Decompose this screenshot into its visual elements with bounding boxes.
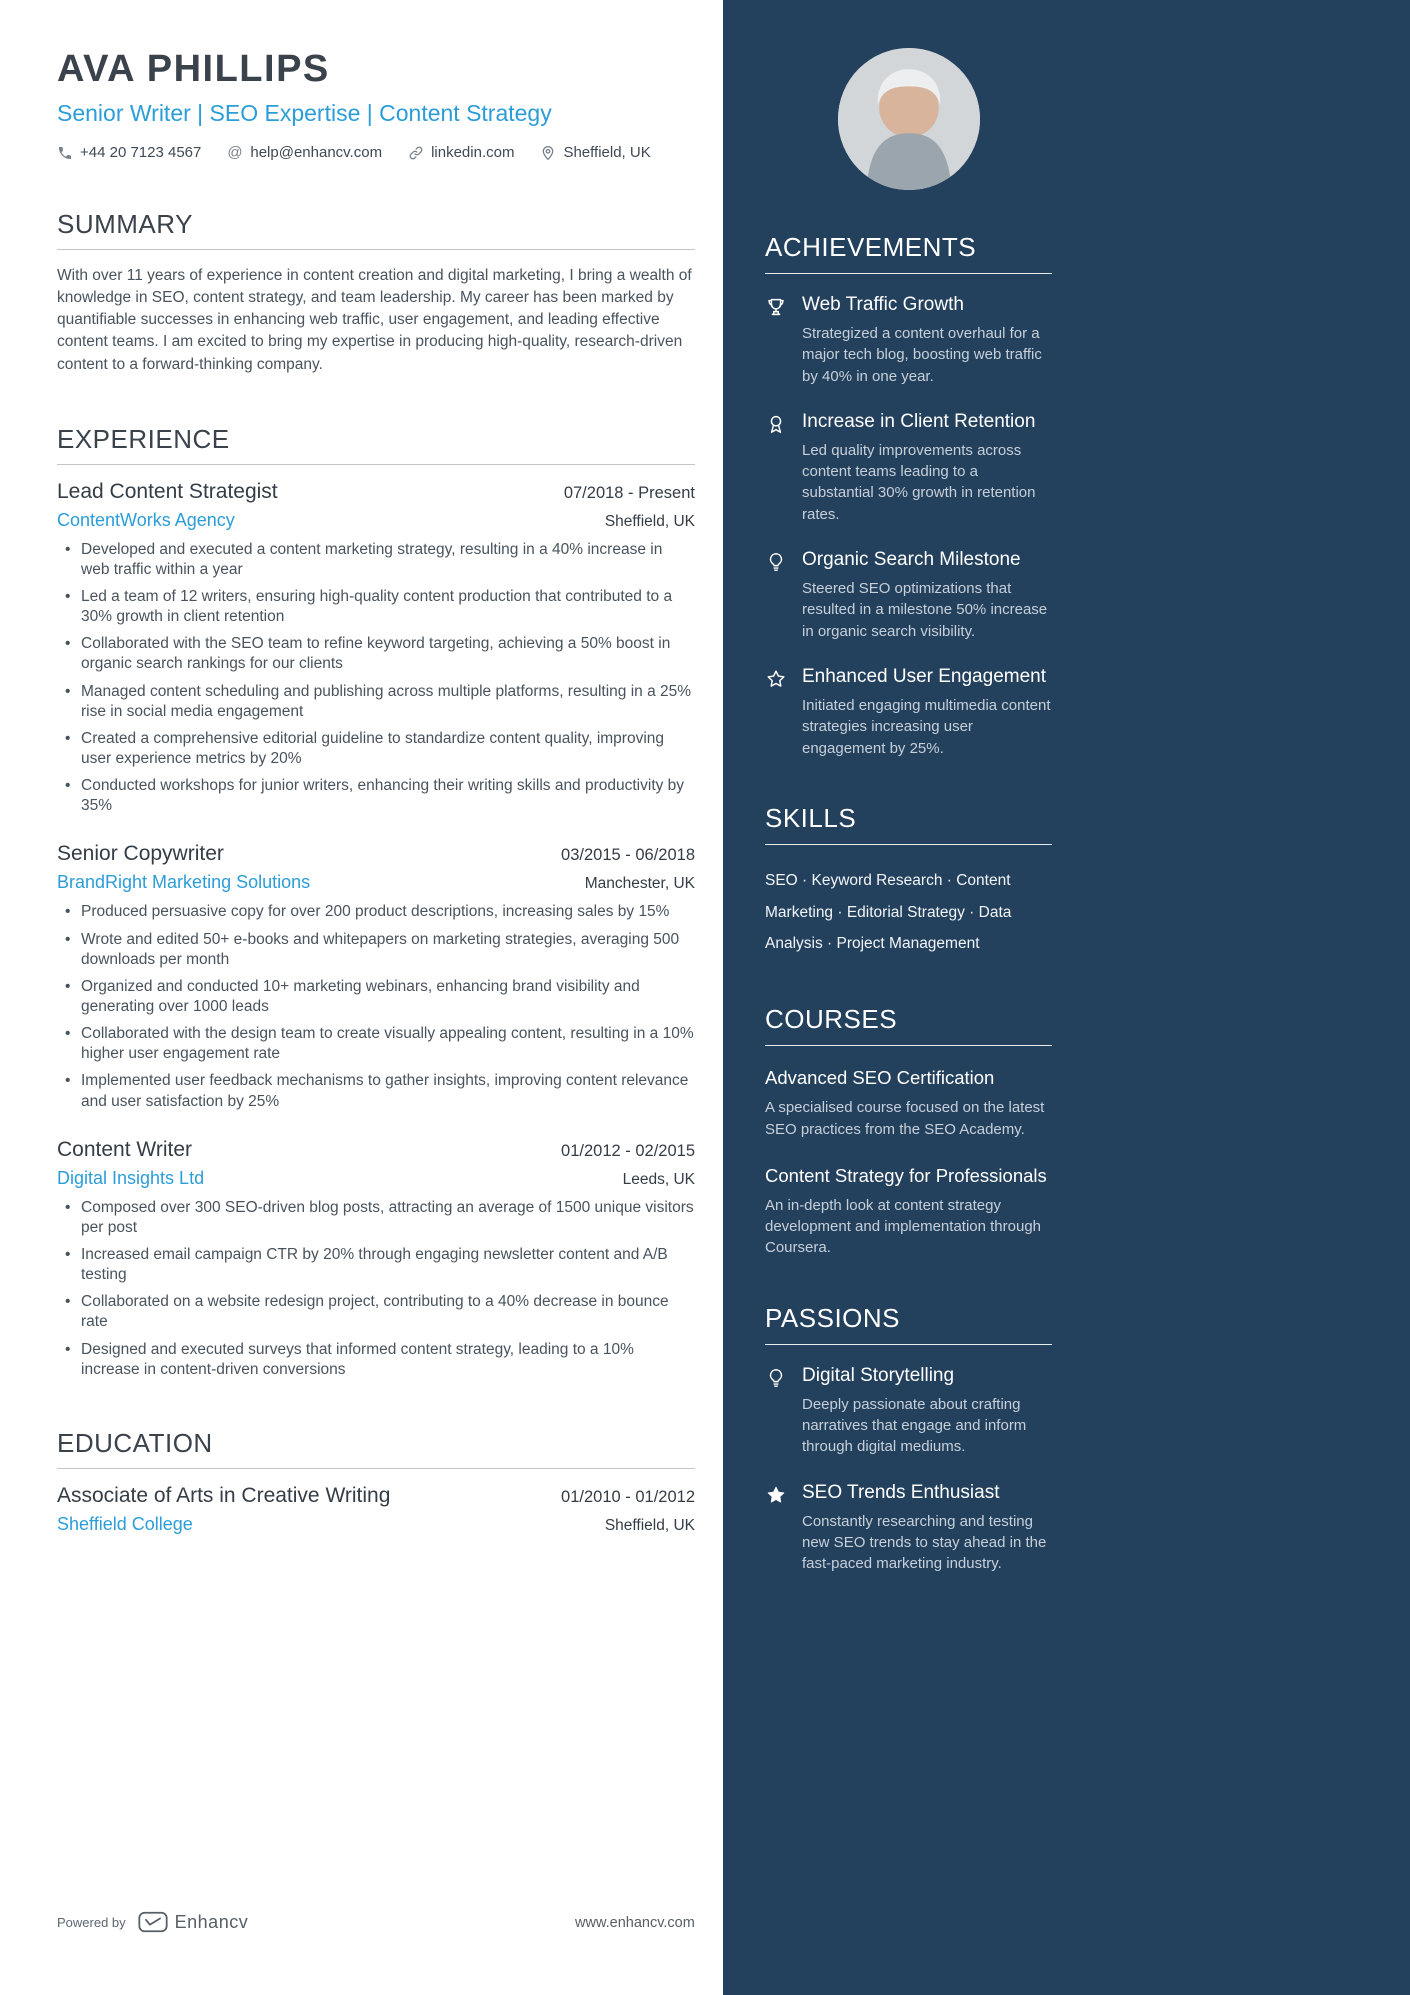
email-icon: @ (227, 143, 243, 161)
job-title: Senior Copywriter (57, 842, 224, 866)
job-location: Sheffield, UK (604, 512, 695, 530)
achievement-item (765, 666, 1052, 759)
achievement-text: Led quality improvements across content teams leading to a substantial 30% growth in retention rates. (802, 441, 1036, 523)
job-bullet: • Collaborated on a website redesign project, contributing to a 40% decrease in bounce rate (57, 1292, 695, 1332)
job-location: Leeds, UK (622, 1170, 695, 1188)
passion-item (765, 1482, 1052, 1575)
course-item (765, 1164, 1052, 1259)
job-bullet: • Collaborated with the design team to create visually appealing content, resulting in a 10% higher user engagement rate (57, 1024, 695, 1064)
job-bullet: • Composed over 300 SEO-driven blog posts, attracting an average of 1500 unique visitors per post (57, 1198, 695, 1238)
powered-by-label: Powered by (57, 1914, 126, 1930)
skills-list: SEO · Keyword Research · Content Marketing · Editorial Strategy · Data Analysis · Project Management (765, 871, 1012, 953)
job-bullet: • Collaborated with the SEO team to refine keyword targeting, achieving a 50% boost in organic search rankings for our clients (57, 634, 695, 674)
job-company: ContentWorks Agency (57, 509, 235, 530)
course-item (765, 1066, 1052, 1140)
courses-heading: COURSES (765, 1004, 1052, 1046)
link-icon (408, 145, 424, 161)
education-heading: EDUCATION (57, 1428, 695, 1469)
achievements-section (765, 232, 1052, 759)
summary-text: With over 11 years of experience in content creation and digital marketing, I bring a wealth of knowledge in SEO, content strategy, and team leadership. My career has been marked by quantifiable successes in enhancing web traffic, user engagement, and leading effective content teams. I am excited to bring my expertise in producing high-quality, research-driven content to a forward-thinking company. (57, 267, 692, 373)
lightbulb-icon (765, 551, 789, 575)
job-title: Lead Content Strategist (57, 479, 278, 503)
experience-heading: EXPERIENCE (57, 424, 695, 465)
phone-icon (57, 145, 73, 161)
achievement-text: Initiated engaging multimedia content strategies increasing user engagement by 25%. (802, 696, 1051, 757)
job-entry (57, 1138, 695, 1380)
job-dates: 03/2015 - 06/2018 (561, 846, 695, 865)
achievement-title: Web Traffic Growth (802, 294, 964, 315)
degree-title: Associate of Arts in Creative Writing (57, 1483, 391, 1507)
job-bullets (57, 902, 695, 1111)
skills-section (765, 803, 1052, 960)
experience-section (57, 424, 695, 1380)
passion-title: Digital Storytelling (802, 1364, 955, 1386)
brand-name: Enhancv (174, 1911, 249, 1932)
summary-section (57, 209, 695, 376)
achievement-item (765, 294, 1052, 387)
trophy-icon (765, 296, 789, 320)
passion-title: SEO Trends Enthusiast (802, 1481, 1000, 1503)
job-bullets (57, 1198, 695, 1380)
contact-location (540, 144, 650, 161)
contact-location-text: Sheffield, UK (563, 144, 651, 161)
star-outline-icon (765, 668, 789, 692)
job-bullet: • Organized and conducted 10+ marketing webinars, enhancing brand visibility and generating over 1000 leads (57, 977, 695, 1017)
achievements-heading: ACHIEVEMENTS (765, 232, 1052, 274)
enhancv-logo[interactable] (138, 1911, 249, 1933)
passions-heading: PASSIONS (765, 1303, 1052, 1345)
course-text: An in-depth look at content strategy development and implementation through Coursera. (765, 1196, 1042, 1257)
achievement-item (765, 549, 1052, 642)
contact-link-text[interactable]: linkedin.com (431, 144, 515, 161)
achievement-item (765, 411, 1052, 525)
job-bullet: • Conducted workshops for junior writers, enhancing their writing skills and productivity by 35% (57, 776, 695, 816)
contact-email-text[interactable]: help@enhancv.com (250, 144, 383, 161)
job-bullet: • Designed and executed surveys that informed content strategy, leading to a 10% increase in content-driven conversions (57, 1340, 695, 1380)
job-bullet: • Developed and executed a content marketing strategy, resulting in a 40% increase in web traffic within a year (57, 540, 695, 580)
achievement-text: Strategized a content overhaul for a major tech blog, boosting web traffic by 40% in one year. (802, 325, 1042, 385)
passions-section (765, 1303, 1052, 1575)
contact-row (57, 144, 695, 161)
course-text: A specialised course focused on the latest SEO practices from the SEO Academy. (765, 1099, 1045, 1138)
job-bullet: • Wrote and edited 50+ e-books and whitepapers on marketing strategies, averaging 500 downloads per month (57, 930, 695, 970)
contact-email[interactable] (227, 144, 382, 161)
achievement-title: Enhanced User Engagement (802, 665, 1046, 687)
achievement-title: Organic Search Milestone (802, 549, 1021, 571)
candidate-headline: Senior Writer | SEO Expertise | Content Strategy (57, 100, 552, 126)
star-filled-icon (765, 1484, 789, 1508)
contact-link[interactable] (408, 144, 514, 161)
job-bullet: • Created a comprehensive editorial guideline to standardize content quality, improving user experience metrics by 20% (57, 729, 695, 769)
course-title: Advanced SEO Certification (765, 1067, 995, 1089)
medal-icon (765, 413, 789, 437)
job-title: Content Writer (57, 1137, 192, 1161)
job-dates: 07/2018 - Present (563, 483, 695, 502)
education-section (57, 1428, 695, 1535)
job-location: Manchester, UK (584, 875, 695, 893)
job-bullet: • Managed content scheduling and publishing across multiple platforms, resulting in a 25% rise in social media engagement (57, 682, 695, 722)
sidebar-column (723, 0, 1410, 1995)
achievement-title: Increase in Client Retention (802, 410, 1036, 432)
candidate-name: AVA PHILLIPS (57, 48, 330, 90)
summary-heading: SUMMARY (57, 209, 695, 250)
job-bullet: • Increased email campaign CTR by 20% through engaging newsletter content and A/B testing (57, 1245, 695, 1285)
passion-text: Constantly researching and testing new SEO trends to stay ahead in the fast-paced marketing industry. (802, 1512, 1047, 1573)
lightbulb-icon (765, 1367, 789, 1391)
job-bullets (57, 540, 695, 817)
avatar (838, 48, 980, 190)
skills-heading: SKILLS (765, 803, 1052, 845)
passion-item (765, 1365, 1052, 1458)
job-company: Digital Insights Ltd (57, 1167, 205, 1188)
school-location: Sheffield, UK (604, 1516, 695, 1534)
job-entry (57, 842, 695, 1111)
contact-phone (57, 144, 201, 161)
job-entry (57, 480, 695, 817)
footer-website[interactable]: www.enhancv.com (575, 1915, 695, 1931)
location-pin-icon (540, 145, 556, 161)
job-company: BrandRight Marketing Solutions (57, 872, 311, 893)
achievement-text: Steered SEO optimizations that resulted in a milestone 50% increase in organic search visibility. (802, 580, 1048, 640)
courses-section (765, 1004, 1052, 1259)
contact-phone-text: +44 20 7123 4567 (80, 144, 202, 161)
footer-branding (57, 1911, 248, 1933)
job-bullet: • Produced persuasive copy for over 200 product descriptions, increasing sales by 15% (57, 902, 695, 922)
job-bullet: • Led a team of 12 writers, ensuring high-quality content production that contributed to a 30% growth in client retention (57, 587, 695, 627)
job-bullet: • Implemented user feedback mechanisms to gather insights, improving content relevance and user satisfaction by 25% (57, 1071, 695, 1111)
passion-text: Deeply passionate about crafting narratives that engage and inform through digital mediums. (802, 1395, 1027, 1456)
school-name: Sheffield College (57, 1513, 193, 1534)
degree-dates: 01/2010 - 01/2012 (561, 1487, 695, 1506)
course-title: Content Strategy for Professionals (765, 1164, 1047, 1186)
job-dates: 01/2012 - 02/2015 (561, 1141, 695, 1160)
